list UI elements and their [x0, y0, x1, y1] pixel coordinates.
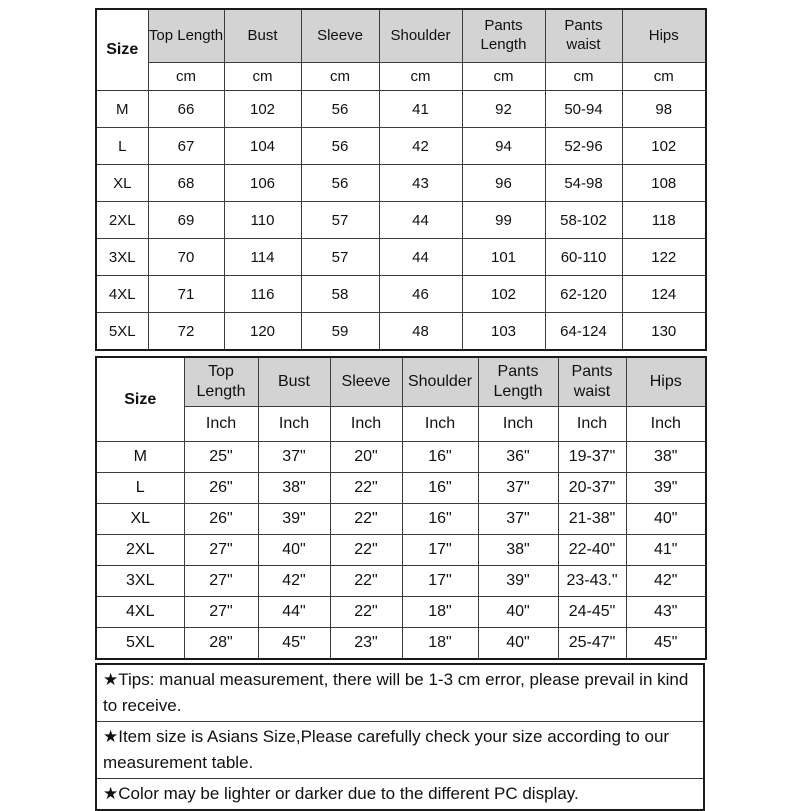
- cm-value-cell: 48: [379, 313, 462, 351]
- cm-size-cell: 3XL: [96, 239, 148, 276]
- inch-unit-row: [96, 407, 706, 442]
- inch-value-cell: 37": [258, 442, 330, 473]
- inch-value-cell: 39": [626, 473, 706, 504]
- inch-column-header: Pants waist: [558, 357, 626, 407]
- inch-value-cell: 18": [402, 628, 478, 660]
- cm-value-cell: 124: [622, 276, 706, 313]
- cm-table-row: [96, 202, 706, 239]
- cm-unit-cell: cm: [224, 63, 301, 91]
- inch-value-cell: 36": [478, 442, 558, 473]
- cm-unit-row: [96, 63, 706, 91]
- note-row: ★Color may be lighter or darker due to the different PC display.: [97, 778, 703, 809]
- inch-value-cell: 43": [626, 597, 706, 628]
- cm-size-cell: L: [96, 128, 148, 165]
- inch-value-cell: 17": [402, 535, 478, 566]
- inch-value-cell: 41": [626, 535, 706, 566]
- inch-value-cell: 27": [184, 597, 258, 628]
- cm-table-row: [96, 128, 706, 165]
- inch-value-cell: 16": [402, 473, 478, 504]
- cm-column-header: Top Length: [148, 9, 224, 63]
- inch-value-cell: 17": [402, 566, 478, 597]
- cm-value-cell: 110: [224, 202, 301, 239]
- cm-value-cell: 43: [379, 165, 462, 202]
- inch-value-cell: 22": [330, 473, 402, 504]
- inch-value-cell: 40": [478, 597, 558, 628]
- cm-value-cell: 72: [148, 313, 224, 351]
- inch-value-cell: 37": [478, 473, 558, 504]
- cm-size-cell: M: [96, 91, 148, 128]
- cm-value-cell: 98: [622, 91, 706, 128]
- cm-value-cell: 44: [379, 202, 462, 239]
- inch-value-cell: 39": [258, 504, 330, 535]
- cm-value-cell: 67: [148, 128, 224, 165]
- inch-table-row: [96, 566, 706, 597]
- inch-value-cell: 38": [626, 442, 706, 473]
- cm-unit-cell: cm: [545, 63, 622, 91]
- cm-size-cell: 2XL: [96, 202, 148, 239]
- inch-size-cell: L: [96, 473, 184, 504]
- inch-table-body: [96, 442, 706, 660]
- cm-value-cell: 106: [224, 165, 301, 202]
- inch-value-cell: 20": [330, 442, 402, 473]
- inch-value-cell: 26": [184, 504, 258, 535]
- cm-table-row: [96, 239, 706, 276]
- cm-value-cell: 71: [148, 276, 224, 313]
- cm-unit-cell: cm: [301, 63, 379, 91]
- inch-column-header: Bust: [258, 357, 330, 407]
- inch-table-row: [96, 535, 706, 566]
- inch-value-cell: 20-37": [558, 473, 626, 504]
- cm-value-cell: 68: [148, 165, 224, 202]
- inch-value-cell: 44": [258, 597, 330, 628]
- cm-value-cell: 64-124: [545, 313, 622, 351]
- cm-value-cell: 62-120: [545, 276, 622, 313]
- cm-column-header: Sleeve: [301, 9, 379, 63]
- cm-size-cell: 5XL: [96, 313, 148, 351]
- inch-column-header: Pants Length: [478, 357, 558, 407]
- inch-column-header: Sleeve: [330, 357, 402, 407]
- cm-column-header: Pants Length: [462, 9, 545, 63]
- inch-value-cell: 24-45": [558, 597, 626, 628]
- cm-value-cell: 114: [224, 239, 301, 276]
- inch-table-row: [96, 597, 706, 628]
- cm-unit-cell: cm: [379, 63, 462, 91]
- cm-column-header: Hips: [622, 9, 706, 63]
- cm-value-cell: 101: [462, 239, 545, 276]
- inch-value-cell: 45": [626, 628, 706, 660]
- inch-unit-cell: Inch: [330, 407, 402, 442]
- cm-table-row: [96, 313, 706, 351]
- inch-value-cell: 25-47": [558, 628, 626, 660]
- inch-corner-size-label: Size: [96, 357, 184, 442]
- inch-column-header: Hips: [626, 357, 706, 407]
- inch-value-cell: 16": [402, 442, 478, 473]
- cm-value-cell: 108: [622, 165, 706, 202]
- cm-table-row: [96, 165, 706, 202]
- inch-value-cell: 22-40": [558, 535, 626, 566]
- inch-size-cell: XL: [96, 504, 184, 535]
- cm-value-cell: 102: [462, 276, 545, 313]
- inch-value-cell: 45": [258, 628, 330, 660]
- inch-value-cell: 18": [402, 597, 478, 628]
- inch-value-cell: 22": [330, 597, 402, 628]
- cm-value-cell: 56: [301, 128, 379, 165]
- cm-table-row: [96, 276, 706, 313]
- inch-value-cell: 37": [478, 504, 558, 535]
- cm-value-cell: 60-110: [545, 239, 622, 276]
- inch-unit-cell: Inch: [626, 407, 706, 442]
- inch-value-cell: 26": [184, 473, 258, 504]
- cm-value-cell: 118: [622, 202, 706, 239]
- inch-value-cell: 38": [478, 535, 558, 566]
- cm-corner-size-label: Size: [96, 9, 148, 91]
- cm-value-cell: 94: [462, 128, 545, 165]
- cm-value-cell: 122: [622, 239, 706, 276]
- cm-column-header: Bust: [224, 9, 301, 63]
- cm-size-cell: XL: [96, 165, 148, 202]
- cm-value-cell: 57: [301, 202, 379, 239]
- inch-value-cell: 21-38": [558, 504, 626, 535]
- cm-table-body: [96, 91, 706, 351]
- inch-unit-cell: Inch: [402, 407, 478, 442]
- cm-value-cell: 58-102: [545, 202, 622, 239]
- inch-size-cell: 4XL: [96, 597, 184, 628]
- cm-value-cell: 41: [379, 91, 462, 128]
- inch-value-cell: 22": [330, 566, 402, 597]
- cm-value-cell: 56: [301, 165, 379, 202]
- inch-value-cell: 42": [626, 566, 706, 597]
- size-chart-sheet: [95, 8, 705, 811]
- cm-value-cell: 99: [462, 202, 545, 239]
- inch-unit-cell: Inch: [558, 407, 626, 442]
- inch-value-cell: 25": [184, 442, 258, 473]
- cm-unit-cell: cm: [148, 63, 224, 91]
- inch-column-header: Shoulder: [402, 357, 478, 407]
- cm-value-cell: 66: [148, 91, 224, 128]
- inch-table-row: [96, 504, 706, 535]
- size-table-inch: [95, 356, 707, 660]
- inch-value-cell: 19-37": [558, 442, 626, 473]
- inch-value-cell: 16": [402, 504, 478, 535]
- inch-value-cell: 42": [258, 566, 330, 597]
- inch-size-cell: M: [96, 442, 184, 473]
- cm-value-cell: 70: [148, 239, 224, 276]
- inch-table-row: [96, 628, 706, 660]
- cm-value-cell: 92: [462, 91, 545, 128]
- cm-value-cell: 42: [379, 128, 462, 165]
- inch-column-header: Top Length: [184, 357, 258, 407]
- cm-size-cell: 4XL: [96, 276, 148, 313]
- inch-value-cell: 40": [626, 504, 706, 535]
- inch-value-cell: 23-43.": [558, 566, 626, 597]
- note-row: ★Tips: manual measurement, there will be 1-3 cm error, please prevail in kind to receive.: [97, 665, 703, 721]
- inch-value-cell: 40": [478, 628, 558, 660]
- cm-column-header: Shoulder: [379, 9, 462, 63]
- inch-value-cell: 38": [258, 473, 330, 504]
- cm-unit-cell: cm: [462, 63, 545, 91]
- cm-value-cell: 96: [462, 165, 545, 202]
- inch-table-row: [96, 442, 706, 473]
- cm-value-cell: 69: [148, 202, 224, 239]
- inch-size-cell: 5XL: [96, 628, 184, 660]
- cm-value-cell: 116: [224, 276, 301, 313]
- cm-value-cell: 56: [301, 91, 379, 128]
- inch-unit-cell: Inch: [184, 407, 258, 442]
- inch-value-cell: 27": [184, 535, 258, 566]
- cm-value-cell: 57: [301, 239, 379, 276]
- cm-value-cell: 58: [301, 276, 379, 313]
- inch-value-cell: 22": [330, 535, 402, 566]
- cm-value-cell: 59: [301, 313, 379, 351]
- cm-unit-cell: cm: [622, 63, 706, 91]
- inch-value-cell: 39": [478, 566, 558, 597]
- cm-value-cell: 52-96: [545, 128, 622, 165]
- inch-size-cell: 2XL: [96, 535, 184, 566]
- inch-value-cell: 28": [184, 628, 258, 660]
- inch-value-cell: 23": [330, 628, 402, 660]
- cm-value-cell: 130: [622, 313, 706, 351]
- inch-unit-cell: Inch: [478, 407, 558, 442]
- cm-value-cell: 54-98: [545, 165, 622, 202]
- note-row: ★Item size is Asians Size,Please carefully check your size according to our measurement table.: [97, 721, 703, 778]
- size-table-cm: [95, 8, 707, 351]
- cm-value-cell: 102: [622, 128, 706, 165]
- inch-unit-cell: Inch: [258, 407, 330, 442]
- cm-table-row: [96, 91, 706, 128]
- inch-table-row: [96, 473, 706, 504]
- notes-box: [95, 663, 705, 811]
- inch-value-cell: 22": [330, 504, 402, 535]
- cm-header-row: [96, 9, 706, 63]
- inch-size-cell: 3XL: [96, 566, 184, 597]
- inch-value-cell: 40": [258, 535, 330, 566]
- cm-value-cell: 104: [224, 128, 301, 165]
- inch-value-cell: 27": [184, 566, 258, 597]
- cm-value-cell: 50-94: [545, 91, 622, 128]
- cm-value-cell: 103: [462, 313, 545, 351]
- cm-column-header: Pants waist: [545, 9, 622, 63]
- cm-value-cell: 120: [224, 313, 301, 351]
- inch-header-row: [96, 357, 706, 407]
- cm-value-cell: 44: [379, 239, 462, 276]
- cm-value-cell: 102: [224, 91, 301, 128]
- cm-value-cell: 46: [379, 276, 462, 313]
